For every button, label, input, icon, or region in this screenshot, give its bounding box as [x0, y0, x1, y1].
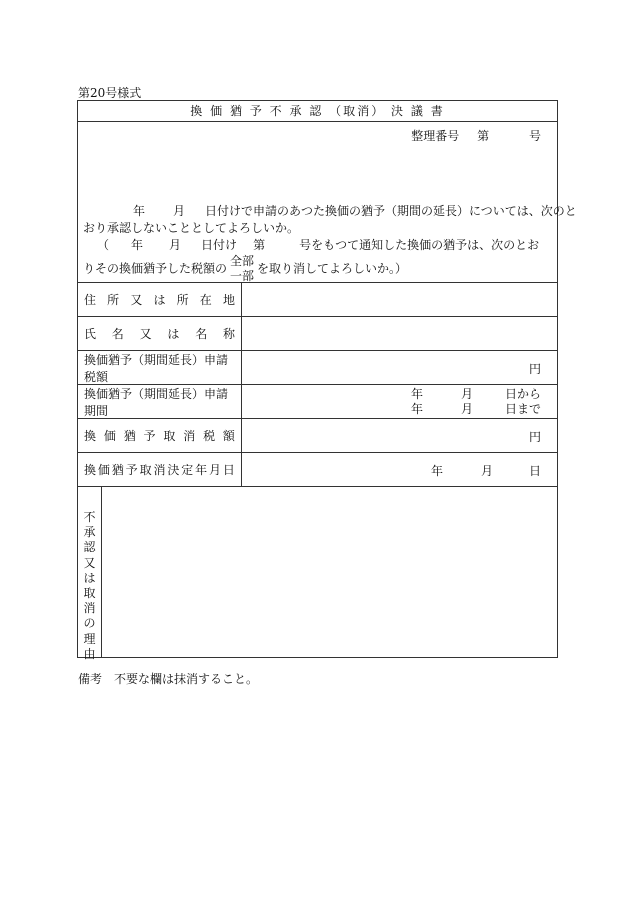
year-label: 年: [430, 464, 443, 478]
row-cancel-tax: [78, 419, 557, 453]
resolution-form: [77, 100, 577, 661]
date-label: 日付け: [201, 238, 238, 252]
label-char: 価: [97, 463, 110, 477]
period-to: [411, 402, 541, 417]
row-name: [78, 317, 557, 351]
label-char: 消: [153, 463, 166, 477]
label-char: 理: [83, 631, 96, 646]
year-label: 年: [410, 402, 423, 416]
label-char: 月: [209, 463, 222, 477]
label-char: は: [83, 570, 96, 585]
applied-tax-label: 換価猶予（期間延長）申請税額: [78, 351, 242, 384]
paragraph-line-3: [83, 237, 553, 254]
cancel-date-label: [78, 453, 242, 486]
yen-unit: 円: [528, 430, 541, 444]
period-from: [411, 387, 541, 402]
title-char: 価: [210, 104, 225, 118]
paragraph-line-4: [83, 254, 553, 284]
label-char: 又: [83, 555, 96, 570]
reason-label: [78, 487, 102, 661]
form-title: [78, 101, 557, 122]
year-label: 年: [131, 238, 144, 252]
paragraph-line-2: おり承認しないこととしてよろしいか。: [83, 221, 300, 235]
label-char: 由: [83, 646, 96, 661]
label-char: 取: [139, 463, 152, 477]
label-char: 税: [203, 429, 216, 443]
label-char: の: [83, 616, 96, 631]
title-char: 議: [410, 104, 425, 118]
paragraph-text: りその換価猶予した税額の: [83, 261, 228, 276]
option-all: 全部: [230, 254, 255, 268]
name-label: [78, 317, 242, 350]
amount-option-stack: [230, 254, 254, 284]
year-label: 年: [133, 204, 146, 218]
label-char: 年: [195, 463, 208, 477]
period-range: [411, 387, 541, 417]
row-applied-tax: [78, 351, 557, 385]
label-char: は: [167, 327, 180, 341]
label-char: 換: [84, 463, 97, 477]
reason-value[interactable]: [102, 487, 557, 657]
paragraph-text: を取り消してよろしいか。）: [257, 261, 408, 276]
option-part: 一部: [230, 269, 255, 283]
label-char: 不: [83, 510, 96, 524]
label-char: は: [153, 293, 166, 307]
row-cancel-date: [78, 453, 557, 487]
label-char: 認: [83, 540, 96, 555]
label-char: 猶: [111, 463, 124, 477]
title-char: 換: [190, 104, 205, 118]
label-char: 価: [103, 429, 116, 443]
cancel-tax-label: [78, 419, 242, 452]
month-label: 月: [480, 464, 493, 478]
resolution-paragraph: [83, 203, 577, 284]
title-char: 猶: [229, 104, 244, 118]
label-char: 承: [83, 525, 96, 540]
label-char: 決: [167, 463, 180, 477]
month-label: 月: [169, 238, 182, 252]
day-label: 日まで: [504, 402, 541, 416]
title-char: 予: [249, 104, 264, 118]
label-char: 名: [111, 327, 124, 341]
row-address: [78, 283, 557, 317]
day-label: 日から: [504, 387, 541, 401]
month-label: 月: [460, 402, 473, 416]
name-value[interactable]: [242, 317, 557, 350]
label-char: 取: [163, 429, 176, 443]
yen-unit: 円: [528, 362, 541, 376]
month-label: 月: [460, 387, 473, 401]
reference-number: [411, 127, 541, 144]
title-char: 消）: [357, 104, 386, 118]
label-char: 額: [222, 429, 235, 443]
remarks-label: 備考: [78, 672, 103, 686]
row-reason: [78, 487, 557, 661]
applied-tax-value[interactable]: [242, 351, 557, 384]
title-char: 認: [309, 104, 324, 118]
paragraph-text: 号をもつて通知した換価の猶予は、次のとお: [299, 238, 540, 252]
title-char: 書: [430, 104, 445, 118]
reference-prefix: 第: [477, 129, 490, 143]
label-char: 地: [222, 293, 235, 307]
remarks-text: 不要な欄は抹消すること。: [114, 672, 259, 686]
label-char: 取: [83, 586, 96, 601]
label-char: 所: [176, 293, 189, 307]
label-char: 所: [107, 293, 120, 307]
paragraph-line-1: [83, 203, 577, 220]
form-header-section: [78, 122, 577, 283]
decision-date: [431, 462, 541, 479]
label-char: 消: [83, 601, 96, 616]
label-char: 猶: [123, 429, 136, 443]
title-char: 承: [289, 104, 304, 118]
label-char: 予: [143, 429, 156, 443]
number-label: 第: [253, 238, 266, 252]
row-applied-period: [78, 385, 557, 419]
address-label: [78, 283, 242, 316]
address-value[interactable]: [242, 283, 557, 316]
form-number: 第20号様式: [78, 86, 142, 100]
label-char: 在: [199, 293, 212, 307]
label-char: 消: [183, 429, 196, 443]
applied-period-value[interactable]: [242, 385, 557, 418]
label-char: 住: [84, 293, 97, 307]
label-char: 日: [222, 463, 235, 477]
cancel-tax-value[interactable]: [242, 419, 557, 452]
label-char: 換: [84, 429, 97, 443]
label-char: 名: [195, 327, 208, 341]
month-label: 月: [173, 204, 186, 218]
title-char: 決: [391, 104, 406, 118]
reference-suffix: 号: [528, 129, 541, 143]
title-char: （取: [329, 104, 358, 118]
label-char: 称: [222, 327, 235, 341]
label-char: 予: [125, 463, 138, 477]
reference-label: 整理番号: [411, 129, 460, 143]
label-char: 又: [139, 327, 152, 341]
day-label: 日: [528, 464, 541, 478]
applied-period-label: 換価猶予（期間延長）申請期間: [78, 385, 242, 418]
year-label: 年: [410, 387, 423, 401]
cancel-date-value[interactable]: [242, 453, 557, 486]
remarks-note: [78, 670, 258, 687]
open-paren: （: [97, 238, 110, 252]
paragraph-text: 日付けで申請のあつた換価の猶予（期間の延長）については、次のと: [205, 204, 577, 218]
label-char: 定: [181, 463, 194, 477]
title-char: 不: [269, 104, 284, 118]
label-char: 氏: [84, 327, 97, 341]
label-char: 又: [130, 293, 143, 307]
